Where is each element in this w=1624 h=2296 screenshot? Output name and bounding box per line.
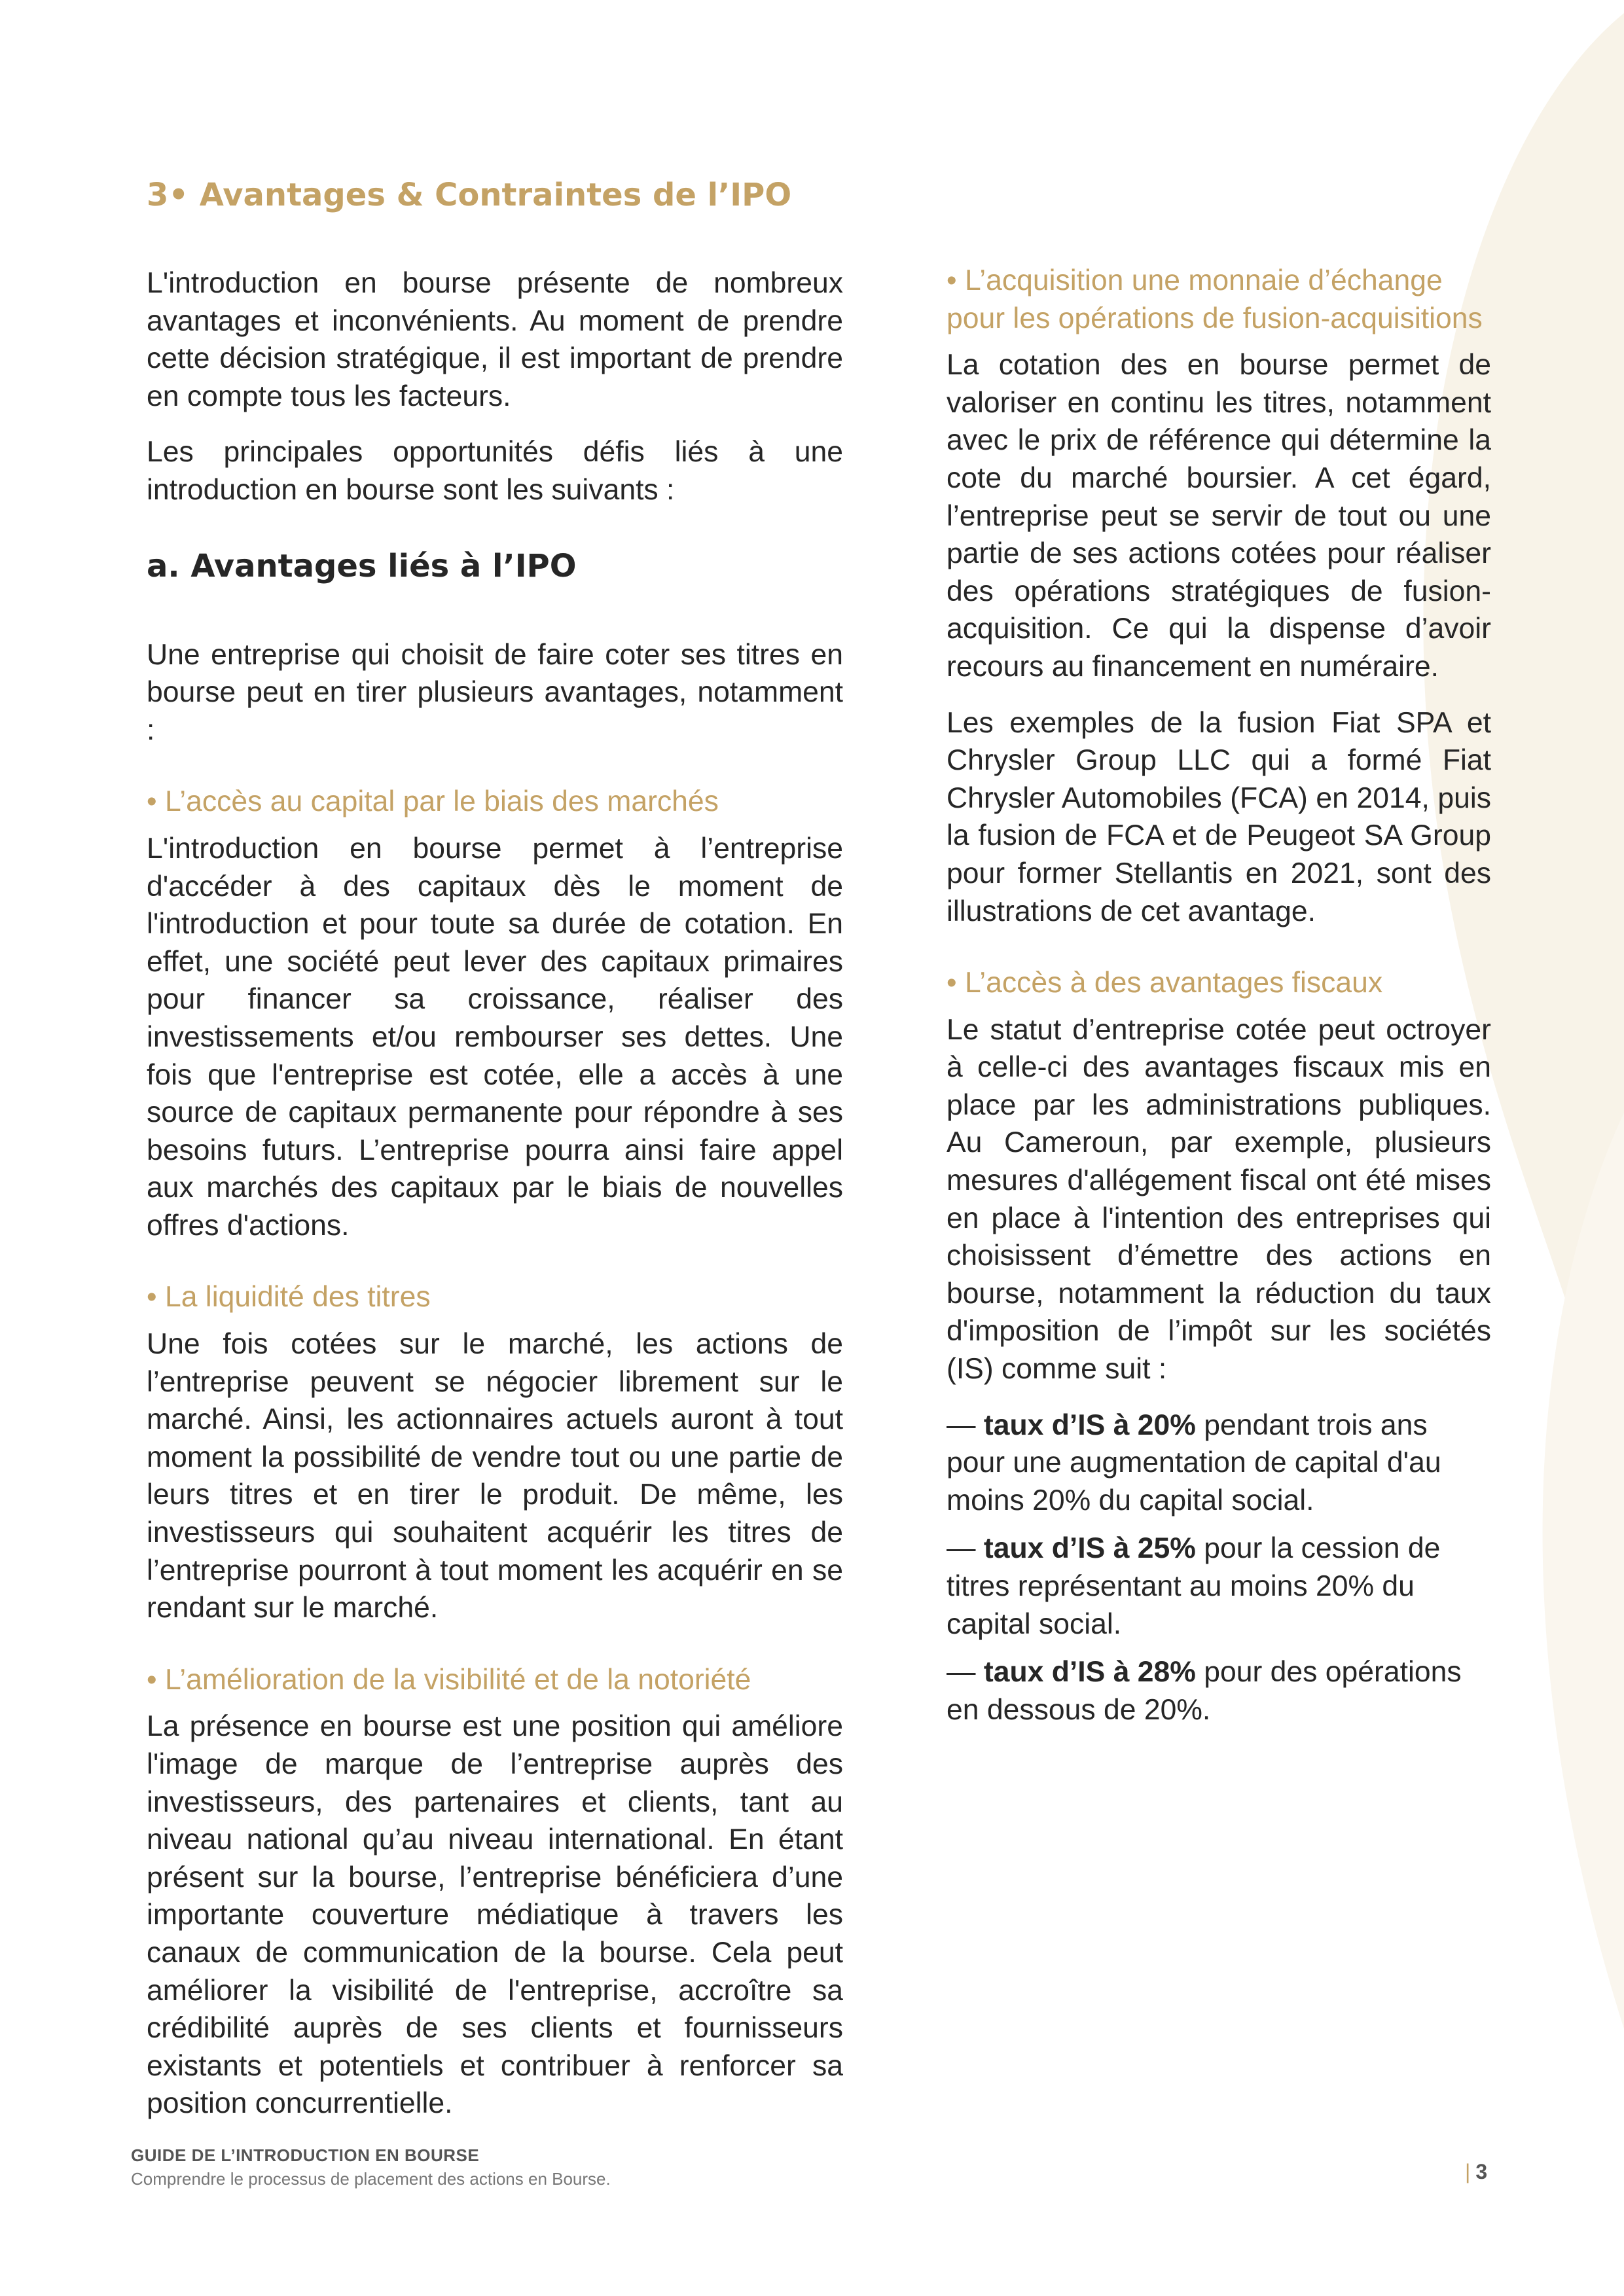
- advantage-title-capital: • L’accès au capital par le biais des marchés: [147, 785, 719, 818]
- right-column: [947, 262, 1491, 1739]
- tax-rate-bold: taux d’IS à 28%: [983, 1656, 1196, 1689]
- page-number-separator: |: [1465, 2160, 1471, 2183]
- tax-rate-bold: taux d’IS à 20%: [983, 1408, 1196, 1441]
- tax-rate-item: — taux d’IS à 25% pour la cession de titres représentant au moins 20% du capital social.: [947, 1532, 1441, 1640]
- advantage-text-merger-1: La cotation des en bourse permet de valoriser en continu les titres, notamment avec le prix de référence qui détermine la cote du marché boursier. A cet égard, l’entreprise peut se servir de tout ou une partie de ses actions cotées pour réaliser des opérations stratégiques de fusion-acquisition. Ce qui la dispense d’avoir recours au financement en numéraire.: [947, 349, 1491, 683]
- advantage-title-liquidity: • La liquidité des titres: [147, 1281, 431, 1314]
- tax-rate-item: — taux d’IS à 20% pendant trois ans pour une augmentation de capital d'au moins 20% du capital social.: [947, 1408, 1441, 1516]
- advantage-text-merger-2: Les exemples de la fusion Fiat SPA et Chrysler Group LLC qui a formé Fiat Chrysler Automobiles (FCA) en 2014, puis la fusion de FCA et de Peugeot SA Group pour former Stellantis en 2021, sont des illustrations de cet avantage.: [947, 706, 1491, 927]
- left-column: [147, 171, 843, 2141]
- section-title: 3• Avantages & Contraintes de l’IPO: [147, 177, 792, 213]
- subsection-intro: Une entreprise qui choisit de faire coter ses titres en bourse peut en tirer plusieurs avantages, notamment :: [147, 638, 843, 746]
- tax-rate-bold: taux d’IS à 25%: [983, 1532, 1196, 1565]
- subsection-title: a. Avantages liés à l’IPO: [147, 547, 577, 584]
- advantage-text-capital: L'introduction en bourse permet à l’entreprise d'accéder à des capitaux dès le moment de l'introduction et pour toute sa durée de cotation. En effet, une société peut lever des capitaux primaires pour financer sa croissance, réaliser des investissements et/ou rembourser ses dettes. Une fois que l'entreprise est cotée, elle a accès à une source de capitaux permanente pour répondre à ses besoins futurs. L’entreprise pourra ainsi faire appel aux marchés des capitaux par le biais de nouvelles offres d'actions.: [147, 832, 843, 1242]
- page-number: | 3: [1465, 2160, 1488, 2183]
- intro-paragraph-2: Les principales opportunités défis liés à une introduction en bourse sont les suivants :: [147, 436, 843, 506]
- intro-paragraph-1: L'introduction en bourse présente de nombreux avantages et inconvénients. Au moment de prendre cette décision stratégique, il est important de prendre en compte tous les facteurs.: [147, 267, 843, 412]
- tax-rate-item: — taux d’IS à 28% pour des opérations en dessous de 20%.: [947, 1656, 1462, 1726]
- advantage-title-tax: • L’accès à des avantages fiscaux: [947, 967, 1383, 999]
- advantage-title-visibility: • L’amélioration de la visibilité et de la notoriété: [147, 1663, 751, 1696]
- advantage-text-visibility: La présence en bourse est une position qui améliore l'image de marque de l’entreprise auprès des investisseurs, des partenaires et clients, tant au niveau national qu’au niveau international. En étant présent sur la bourse, l’entreprise bénéficiera d’une importante couverture médiatique à travers les canaux de communication de la bourse. Cela peut améliorer la visibilité de l'entreprise, accroître sa crédibilité auprès de ses clients et fournisseurs existants et potentiels et contribuer à renforcer sa position concurrentielle.: [147, 1710, 843, 2120]
- advantage-text-liquidity: Une fois cotées sur le marché, les actions de l’entreprise peuvent se négocier librement sur le marché. Ainsi, les actionnaires actuels auront à tout moment la possibilité de vendre tout ou une partie de leurs titres et en tirer le produit. De même, les investisseurs qui souhaitent acquérir les titres de l’entreprise pourront à tout moment les acquérir en se rendant sur le marché.: [147, 1328, 843, 1624]
- advantage-text-tax: Le statut d’entreprise cotée peut octroyer à celle-ci des avantages fiscaux mis en place par les administrations publiques. Au Cameroun, par exemple, plusieurs mesures d'allégement fiscal ont été mises en place à l'intention des entreprises qui choisissent d’émettre des actions en bourse, notamment la réduction du taux d'imposition de l’impôt sur les sociétés (IS) comme suit :: [947, 1013, 1491, 1386]
- footer-title: GUIDE DE L’INTRODUCTION EN BOURSE: [131, 2145, 480, 2165]
- footer-subtitle: Comprendre le processus de placement des actions en Bourse.: [131, 2169, 611, 2189]
- advantage-title-merger: • L’acquisition une monnaie d’échange pour les opérations de fusion-acquisitions: [947, 264, 1483, 334]
